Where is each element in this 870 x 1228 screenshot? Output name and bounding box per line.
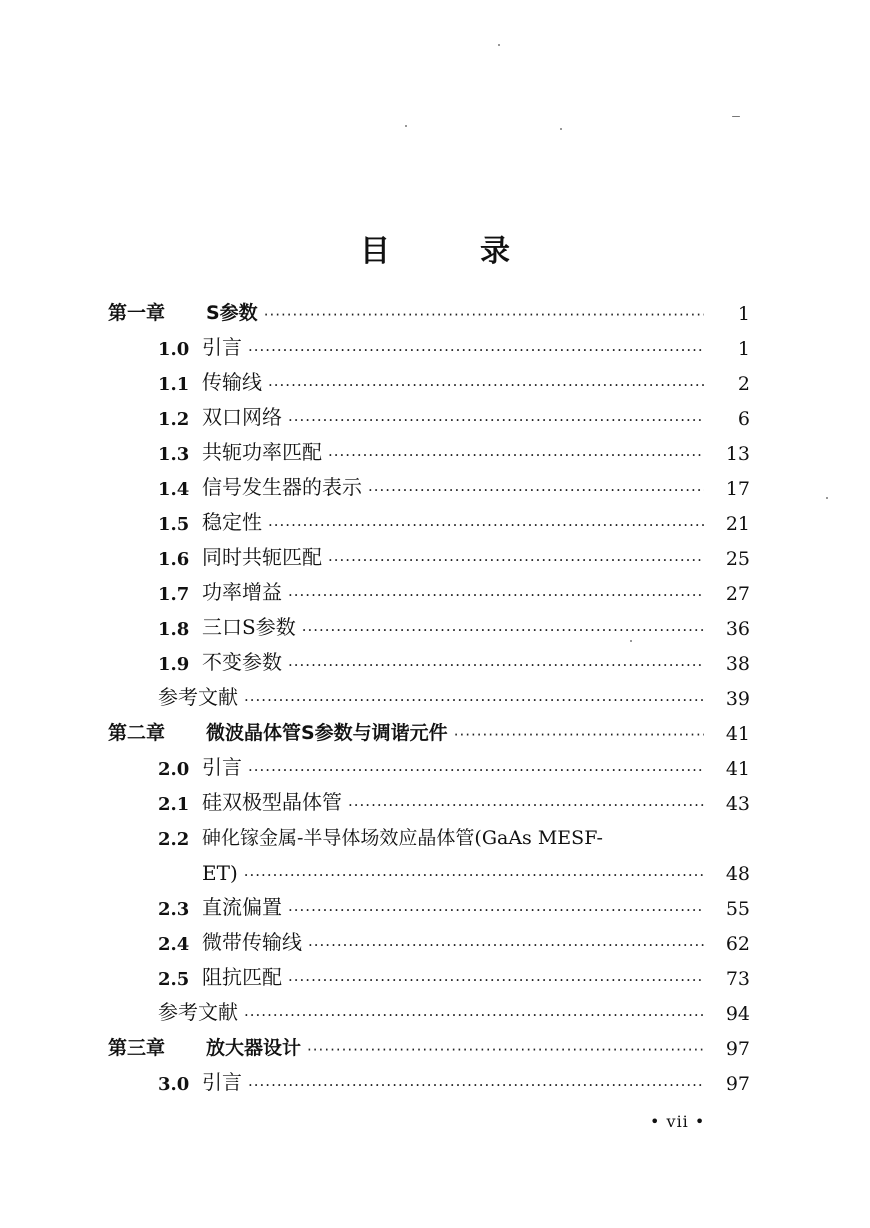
page-number: 21 — [725, 513, 750, 535]
dot-leader — [328, 550, 704, 570]
page-number: 27 — [725, 583, 750, 605]
toc-section-row — [108, 430, 750, 465]
scan-speck — [560, 128, 562, 130]
dot-leader — [248, 760, 704, 780]
section-number: 2.0 — [158, 759, 190, 780]
section-number: 2.2 — [158, 829, 190, 850]
section-number: 1.4 — [158, 479, 190, 500]
dot-leader — [268, 515, 704, 535]
dot-leader — [288, 585, 704, 605]
toc-section-row — [108, 640, 750, 675]
page-number: 97 — [725, 1038, 750, 1060]
toc-section-row — [108, 570, 750, 605]
section-title: 信号发生器的表示 — [202, 475, 362, 499]
scan-speck — [498, 44, 500, 46]
section-number: 1.9 — [158, 654, 190, 675]
dot-leader — [244, 1005, 704, 1025]
dot-leader — [244, 865, 704, 885]
section-number: 1.8 — [158, 619, 190, 640]
dot-leader — [328, 445, 704, 465]
dot-leader — [368, 480, 704, 500]
dot-leader — [288, 410, 704, 430]
section-number: 1.1 — [158, 374, 190, 395]
section-title: 不变参数 — [202, 650, 282, 674]
toc-section-row — [108, 885, 750, 920]
page-number: 38 — [725, 653, 750, 675]
section-title: 功率增益 — [202, 580, 282, 604]
dot-leader — [244, 690, 704, 710]
toc-section-row — [108, 325, 750, 360]
toc-section-row — [108, 535, 750, 570]
dot-leader — [307, 1040, 704, 1060]
dot-leader — [264, 305, 704, 325]
page-number: 94 — [725, 1003, 750, 1025]
dot-leader — [248, 1075, 704, 1095]
dot-leader — [288, 970, 704, 990]
toc-section-row — [108, 395, 750, 430]
page-number: 97 — [725, 1073, 750, 1095]
dot-leader — [302, 620, 704, 640]
section-number: 3.0 — [158, 1074, 190, 1095]
toc-chapter-row — [108, 710, 750, 745]
scan-speck — [826, 497, 828, 499]
section-title: 引言 — [202, 1070, 242, 1094]
page-number: 41 — [725, 723, 750, 745]
page-number: 73 — [725, 968, 750, 990]
toc-section-row — [108, 500, 750, 535]
page-number: 1 — [737, 338, 750, 360]
chapter-title: 放大器设计 — [206, 1037, 302, 1059]
toc-section-row — [108, 465, 750, 500]
title-char-2: 录 — [480, 234, 510, 269]
section-title: 引言 — [202, 755, 242, 779]
title-char-1: 目 — [360, 234, 390, 269]
section-title: 直流偏置 — [202, 895, 282, 919]
page-number: 39 — [725, 688, 750, 710]
page-number: 25 — [725, 548, 750, 570]
section-title: 传输线 — [202, 370, 262, 394]
scan-speck — [732, 116, 740, 117]
page-number: 13 — [725, 443, 750, 465]
chapter-title: S参数 — [206, 302, 258, 324]
section-title: 共轭功率匹配 — [202, 440, 322, 464]
page-number: 2 — [737, 373, 750, 395]
toc-references-row — [108, 990, 750, 1025]
toc-section-row — [108, 605, 750, 640]
dot-leader — [248, 340, 704, 360]
section-number: 1.2 — [158, 409, 190, 430]
page-number-footer: • vii • — [650, 1112, 706, 1131]
page-title — [0, 226, 870, 270]
table-of-contents — [108, 290, 750, 1095]
page-number: 55 — [725, 898, 750, 920]
chapter-label: 第二章 — [108, 722, 166, 744]
section-title: 三口S参数 — [202, 615, 296, 639]
section-number: 1.6 — [158, 549, 190, 570]
toc-chapter-row — [108, 290, 750, 325]
section-title: 稳定性 — [202, 510, 262, 534]
page-number: 17 — [725, 478, 750, 500]
dot-leader — [268, 375, 704, 395]
section-title-continuation: ET) — [202, 861, 238, 885]
toc-section-row — [108, 1060, 750, 1095]
page-number: 6 — [737, 408, 750, 430]
section-title: 双口网络 — [202, 405, 282, 429]
toc-section-row — [108, 815, 750, 850]
dot-leader — [308, 935, 704, 955]
section-number: 1.7 — [158, 584, 190, 605]
section-number: 2.1 — [158, 794, 190, 815]
toc-section-row — [108, 360, 750, 395]
section-title: 微带传输线 — [202, 930, 302, 954]
section-title: 硅双极型晶体管 — [202, 790, 342, 814]
section-title: 阻抗匹配 — [202, 965, 282, 989]
section-title: 砷化镓金属-半导体场效应晶体管(GaAs MESF- — [202, 827, 603, 849]
section-title: 引言 — [202, 335, 242, 359]
dot-leader — [454, 725, 704, 745]
toc-section-row — [108, 780, 750, 815]
page-number: 1 — [737, 303, 750, 325]
page-number: 36 — [725, 618, 750, 640]
scan-speck — [630, 640, 632, 642]
page-number: 43 — [725, 793, 750, 815]
references-title: 参考文献 — [158, 685, 238, 709]
toc-section-row — [108, 920, 750, 955]
section-number: 1.0 — [158, 339, 190, 360]
section-number: 2.4 — [158, 934, 190, 955]
chapter-label: 第一章 — [108, 302, 166, 324]
chapter-label: 第三章 — [108, 1037, 166, 1059]
toc-references-row — [108, 675, 750, 710]
scan-speck — [405, 125, 407, 127]
page-number: 48 — [725, 863, 750, 885]
dot-leader — [288, 655, 704, 675]
section-number: 2.5 — [158, 969, 190, 990]
references-title: 参考文献 — [158, 1000, 238, 1024]
toc-section-continuation-row — [108, 850, 750, 885]
page-number: 62 — [725, 933, 750, 955]
chapter-title: 微波晶体管S参数与调谐元件 — [206, 722, 448, 744]
section-number: 2.3 — [158, 899, 190, 920]
toc-section-row — [108, 955, 750, 990]
section-number: 1.5 — [158, 514, 190, 535]
dot-leader — [288, 900, 704, 920]
toc-section-row — [108, 745, 750, 780]
section-title: 同时共轭匹配 — [202, 545, 322, 569]
dot-leader — [348, 795, 704, 815]
toc-chapter-row — [108, 1025, 750, 1060]
page-number: 41 — [725, 758, 750, 780]
section-number: 1.3 — [158, 444, 190, 465]
